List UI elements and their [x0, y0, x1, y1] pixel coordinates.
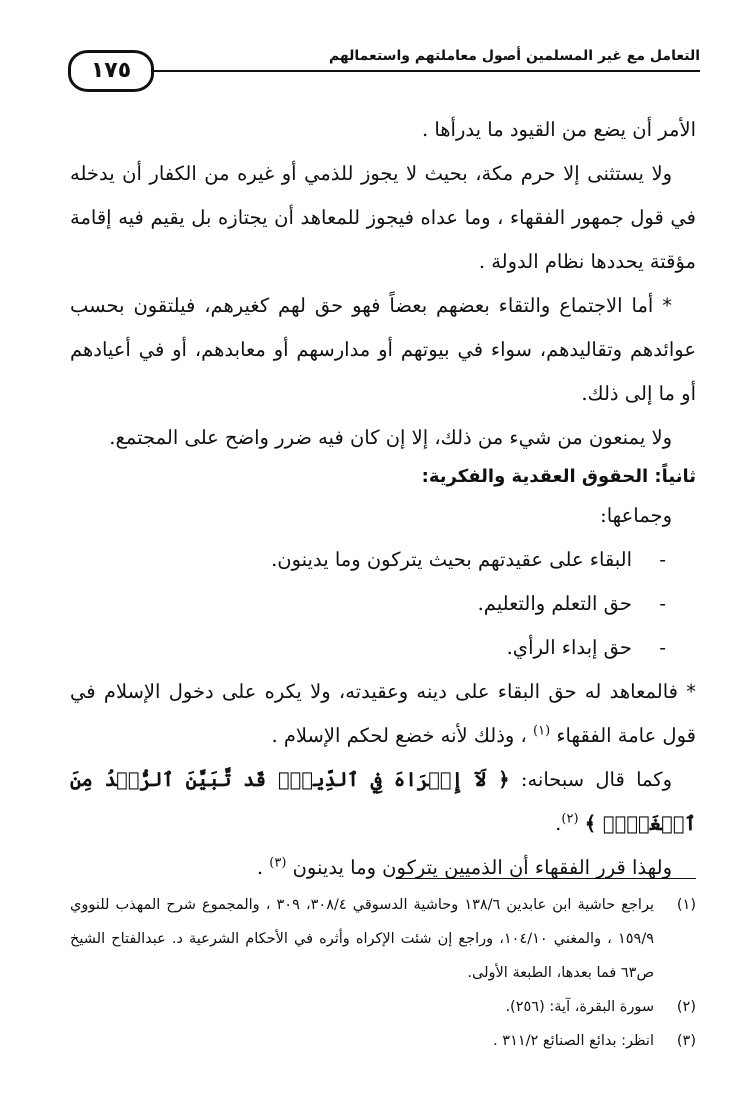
paragraph-2: ولا يستثنى إلا حرم مكة، بحيث لا يجوز للذمي أو غيره من الكفار أن يدخله في قول جمهور الفقهاء ، وما عداه فيجوز للمعاهد أن يجتازه بل يقيم فيه إقامة مؤقتة يحددها نظام الدولة .	[70, 162, 696, 273]
footnote-ref-1: (١)	[533, 723, 551, 739]
footnote-ref-3: (٣)	[269, 855, 287, 871]
paragraph-6	[70, 758, 696, 846]
main-text	[70, 108, 696, 890]
paragraph-7	[70, 846, 696, 890]
paragraph-5-tail: ، وذلك لأنه خضع لحكم الإسلام .	[271, 724, 527, 747]
list-item	[70, 626, 666, 670]
paragraph-6-tail: .	[555, 812, 562, 835]
dash-marker: -	[659, 636, 666, 659]
star-marker: *	[662, 294, 672, 317]
footnote-3	[70, 1024, 696, 1058]
paragraph-7-tail: .	[256, 856, 264, 879]
dash-marker: -	[659, 592, 666, 615]
footnote-separator	[396, 878, 696, 879]
running-header	[60, 44, 700, 92]
star-marker: *	[686, 680, 697, 703]
paragraph-3-text: أما الاجتماع والتقاء بعضهم بعضاً فهو حق لهم كغيرهم، فيلتقون بحسب عوائدهم وتقاليدهم، سواء في بيوتهم أو مدارسهم أو معابدهم، أو في أعيادهم أو ما إلى ذلك.	[70, 294, 696, 405]
list-item-text: حق التعلم والتعليم.	[477, 592, 632, 615]
footnote-number: (١)	[676, 897, 696, 913]
footnote-number: (٣)	[676, 1033, 696, 1049]
page-number: ١٧٥	[68, 50, 154, 92]
rights-list	[70, 538, 696, 670]
footnote-text: يراجع حاشية ابن عابدين ١٣٨/٦ وحاشية الدسوقي ٣٠٨/٤، ٣٠٩ ، والمجموع شرح المهذب للنووي ١٥٩/٩ ، والمغني ١٠٤/١٠، وراجع إن شئت الإكراه وأثره في الأحكام الشرعية د. عبدالفتاح الشيخ ص٦٣ فما بعدها، الطبعة الأولى.	[70, 897, 654, 981]
paragraph-6-text: وكما قال سبحانه:	[520, 768, 672, 791]
paragraph-5-text: فالمعاهد له حق البقاء على دينه وعقيدته، ولا يكره على دخول الإسلام في قول عامة الفقهاء	[70, 680, 696, 747]
paragraph-4: ولا يمنعون من شيء من ذلك، إلا إن كان فيه ضرر واضح على المجتمع.	[109, 426, 672, 449]
footnotes	[70, 888, 696, 1058]
footnote-text: سورة البقرة، آية: (٢٥٦).	[505, 999, 654, 1015]
paragraph-3	[70, 284, 696, 416]
footnote-2	[70, 990, 696, 1024]
list-item	[70, 538, 666, 582]
list-intro: وجماعها:	[600, 504, 672, 527]
footnote-number: (٢)	[676, 999, 696, 1015]
section-heading: ثانياً: الحقوق العقدية والفكرية:	[421, 466, 696, 487]
paragraph-7-text: ولهذا قرر الفقهاء أن الذميين يتركون وما يدينون	[292, 856, 672, 879]
list-item-text: البقاء على عقيدتهم بحيث يتركون وما يدينون.	[271, 548, 632, 571]
header-title: التعامل مع غير المسلمين أصول معاملتهم واستعمالهم	[328, 48, 700, 64]
quran-verse: ﴿ لَآ إِكۡرَاهَ فِي ٱلدِّينِۖ قَد تَّبَيَّنَ ٱلرُّشۡدُ مِنَ ٱلۡغَيِّۚ ﴾	[70, 768, 696, 835]
footnote-1	[70, 888, 696, 990]
paragraph-5	[70, 670, 696, 758]
list-item	[70, 582, 666, 626]
footnote-text: انظر: بدائع الصنائع ٣١١/٢ .	[493, 1033, 654, 1049]
list-item-text: حق إبداء الرأي.	[506, 636, 632, 659]
footnote-ref-2: (٢)	[561, 811, 579, 827]
dash-marker: -	[659, 548, 666, 571]
paragraph-1: الأمر أن يضع من القيود ما يدرأها .	[421, 118, 696, 141]
header-rule	[130, 70, 700, 72]
